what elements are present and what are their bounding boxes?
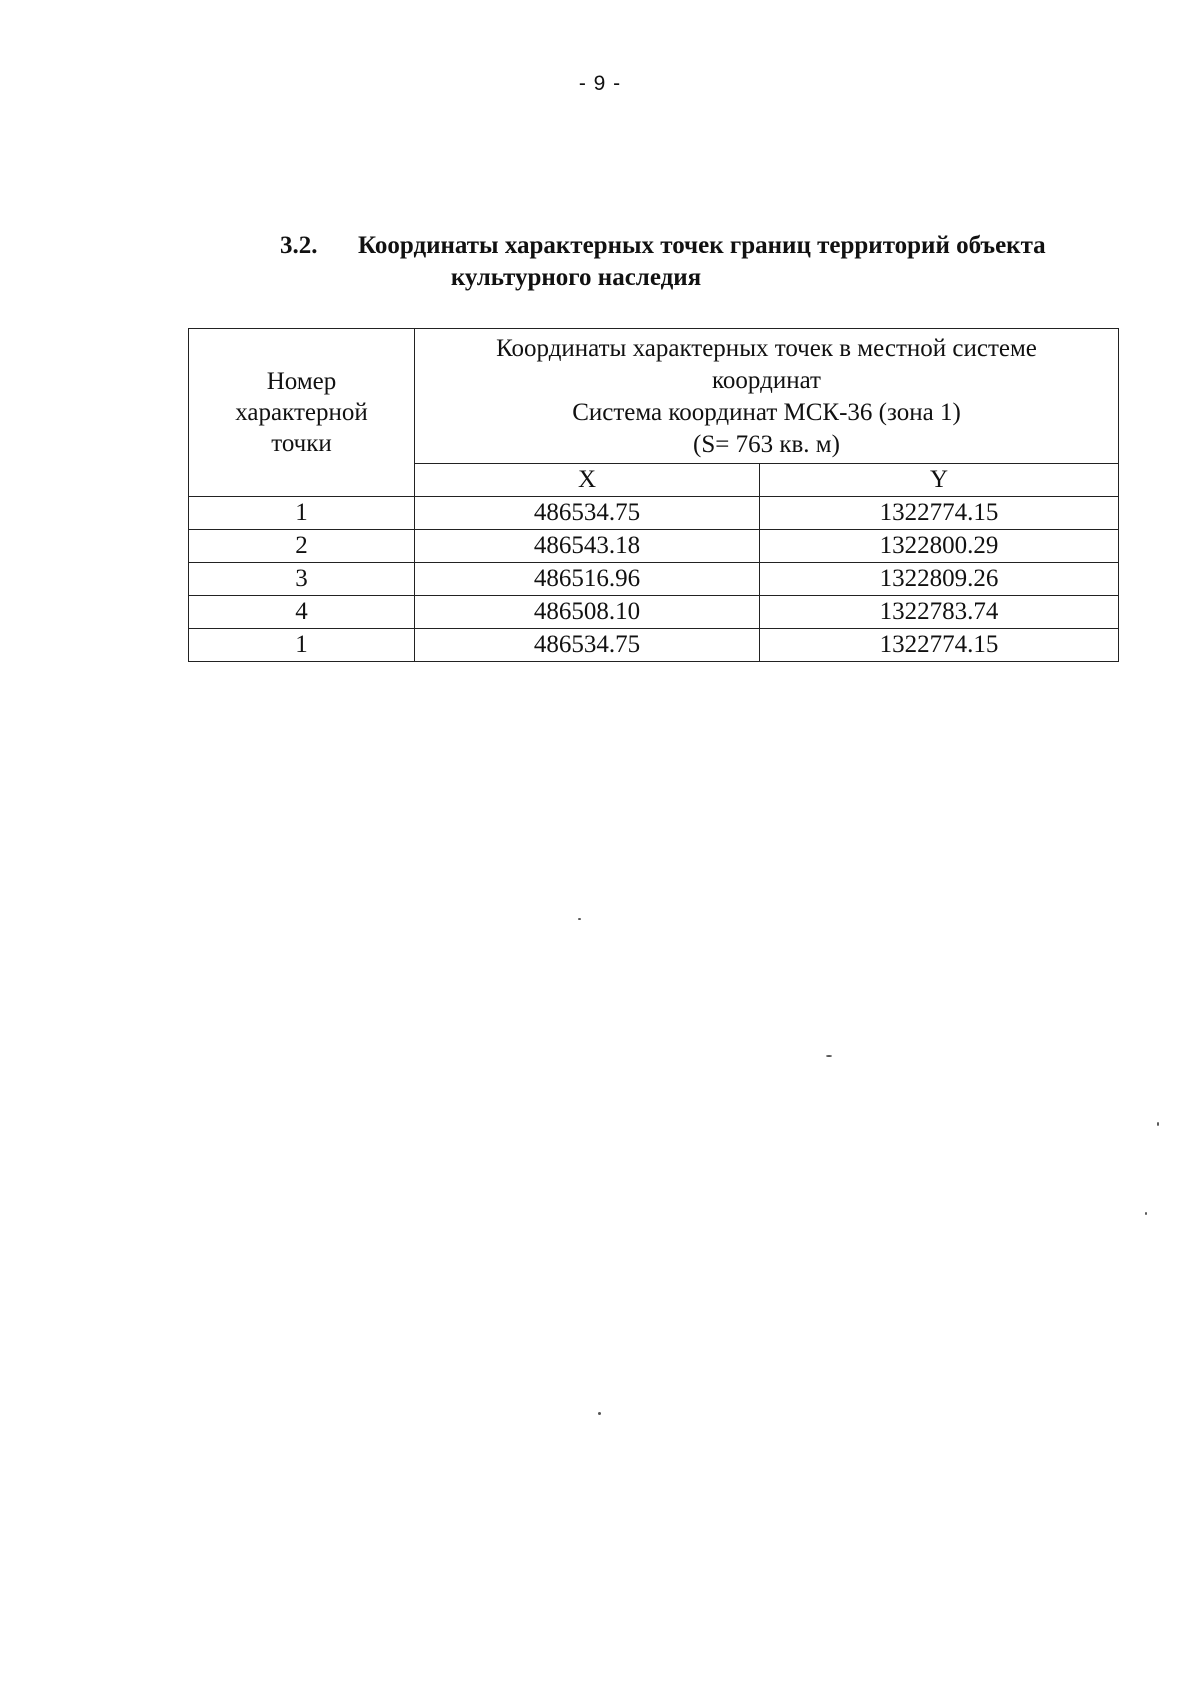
y-cell: 1322774.15 [760,629,1119,662]
coordinates-table [188,328,1119,662]
x-cell: 486508.10 [415,596,760,629]
point-header-line: точки [271,430,332,457]
coordinates-header [415,329,1119,464]
point-number-header [189,329,415,497]
x-cell: 486543.18 [415,530,760,563]
scan-speck [598,1412,601,1415]
x-cell: 486534.75 [415,497,760,530]
section-heading [280,230,1150,294]
table-header-row [189,329,1119,464]
table-row [189,530,1119,563]
point-number-cell: 1 [189,629,415,662]
scan-speck [826,1055,832,1057]
section-number: 3.2. [280,232,318,259]
y-cell: 1322800.29 [760,530,1119,563]
y-cell: 1322774.15 [760,497,1119,530]
scan-speck [578,918,581,920]
x-column-header: X [415,464,760,497]
x-cell: 486534.75 [415,629,760,662]
coords-header-line: Координаты характерных точек в местной системе [496,335,1037,362]
y-cell: 1322783.74 [760,596,1119,629]
scan-speck [1145,1212,1147,1215]
coords-header-line: Система координат МСК-36 (зона 1) [572,399,961,426]
section-title-line2: культурного наследия [450,264,702,291]
coords-header-line: координат [712,367,821,394]
y-column-header: Y [760,464,1119,497]
point-number-cell: 2 [189,530,415,563]
point-header-line: характерной [235,399,368,426]
scan-speck [1157,1122,1159,1126]
point-number-cell: 3 [189,563,415,596]
table-row [189,629,1119,662]
table-row [189,497,1119,530]
point-number-cell: 1 [189,497,415,530]
table-row [189,596,1119,629]
section-title-line1: Координаты характерных точек границ территорий объекта [358,232,1046,259]
point-header-line: Номер [266,368,337,395]
x-cell: 486516.96 [415,563,760,596]
coords-header-line: (S= 763 кв. м) [693,431,840,458]
page-number: - 9 - [578,72,622,95]
y-cell: 1322809.26 [760,563,1119,596]
table-row [189,563,1119,596]
point-number-cell: 4 [189,596,415,629]
